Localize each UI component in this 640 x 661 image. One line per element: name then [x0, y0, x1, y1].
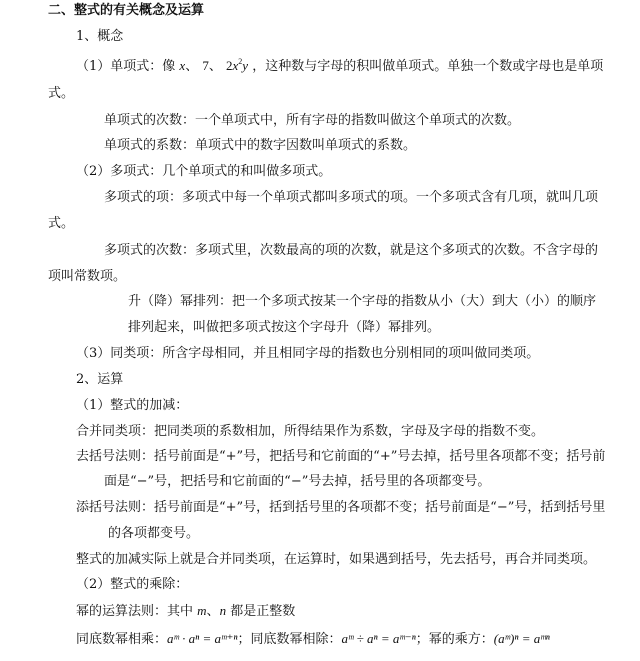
concepts-heading: 1、概念 [76, 29, 124, 44]
power-rules-var-m: m [197, 603, 207, 618]
operations-heading: 2、运算 [76, 372, 124, 387]
combine-like-terms: 合并同类项：把同类项的系数相加，所得结果作为系数，字母及字母的指数不变。 [76, 424, 545, 439]
same-base-div-label: ；同底数幂相除： [237, 632, 342, 647]
like-terms: （3）同类项：所含字母相同，并且相同字母的指数也分别相同的项叫做同类项。 [76, 346, 540, 361]
power-rules-sep: 、 [206, 604, 220, 619]
add-sub-summary: 整式的加减实际上就是合并同类项，在运算时，如果遇到括号，先去括号，再合并同类项。 [76, 552, 597, 567]
ordering-line2: 排列起来，叫做把多项式按这个字母升（降）幂排列。 [128, 320, 441, 335]
same-base-div-formula: aᵐ ÷ aⁿ = aᵐ⁻ⁿ [341, 631, 416, 646]
power-rules-var-n: n [219, 603, 227, 618]
monomial-coefficient: 单项式的系数：单项式中的数字因数叫单项式的系数。 [104, 138, 417, 153]
power-rules-text-a: 幂的运算法则：其中 [76, 604, 194, 619]
polynomial-definition: （2）多项式：几个单项式的和叫做多项式。 [76, 164, 332, 179]
remove-brackets-line2: 面是“−”号，把括号和它前面的“−”号去掉，括号里的各项都变号。 [104, 474, 491, 489]
monomial-label: （1）单项式：像 [76, 59, 176, 74]
polynomial-terms-line1: 多项式的项：多项式中每一个单项式都叫多项式的项。一个多项式含有几项，就叫几项 [104, 190, 599, 205]
monomial-example-7: 7 [202, 58, 209, 73]
monomial-tail: 式。 [48, 86, 75, 101]
same-base-mul-formula: aᵐ · aⁿ = aᵐ⁺ⁿ [167, 631, 238, 646]
section-title: 二、整式的有关概念及运算 [48, 3, 205, 18]
monomial-rest: ，这种数与字母的积叫做单项式。单独一个数或字母也是单项 [252, 59, 604, 74]
monomial-example-coef: 2 [226, 58, 233, 73]
mult-div-heading: （2）整式的乘除： [76, 577, 189, 592]
add-brackets-line2: 的各项都变号。 [108, 526, 200, 541]
power-rules-text-b: 都是正整数 [230, 604, 296, 619]
same-base-mul-label: 同底数幂相乘： [76, 632, 168, 647]
add-sub-heading: （1）整式的加减： [76, 398, 189, 413]
ordering-line1: 升（降）幂排列：把一个多项式按某一个字母的指数从小（大）到大（小）的顺序 [128, 294, 597, 309]
power-rules-intro [76, 602, 295, 621]
monomial-degree: 单项式的次数：一个单项式中，所有字母的指数叫做这个单项式的次数。 [104, 113, 521, 128]
monomial-example-var-y: y [242, 58, 249, 73]
polynomial-degree-line2: 项叫常数项。 [48, 269, 127, 284]
remove-brackets-line1: 去括号法则：括号前面是“+”号，把括号和它前面的“+”号去掉，括号里各项都不变；括号前 [76, 449, 606, 464]
power-of-power-label: ；幂的乘方： [415, 632, 494, 647]
polynomial-degree-line1: 多项式的次数：多项式里，次数最高的项的次数，就是这个多项式的次数。不含字母的 [104, 243, 599, 258]
add-brackets-line1: 添括号法则：括号前面是“+”号，括到括号里的各项都不变；括号前面是“−”号，括到括号里 [76, 500, 606, 515]
monomial-example-var-x: x [232, 58, 239, 73]
monomial-definition: （1）单项式：像 x、 7、 $2x^2y$ ，这种数与字母的积叫做单项式。单独一个数或字母也是单项 [76, 57, 604, 74]
power-rules-formulas [76, 630, 550, 649]
monomial-example-x: x [179, 58, 186, 73]
polynomial-terms-line2: 式。 [48, 216, 75, 231]
monomial-example-exponent: 2 [238, 57, 243, 66]
power-of-power-formula: (aᵐ)ⁿ = aᵐⁿ [493, 631, 550, 646]
